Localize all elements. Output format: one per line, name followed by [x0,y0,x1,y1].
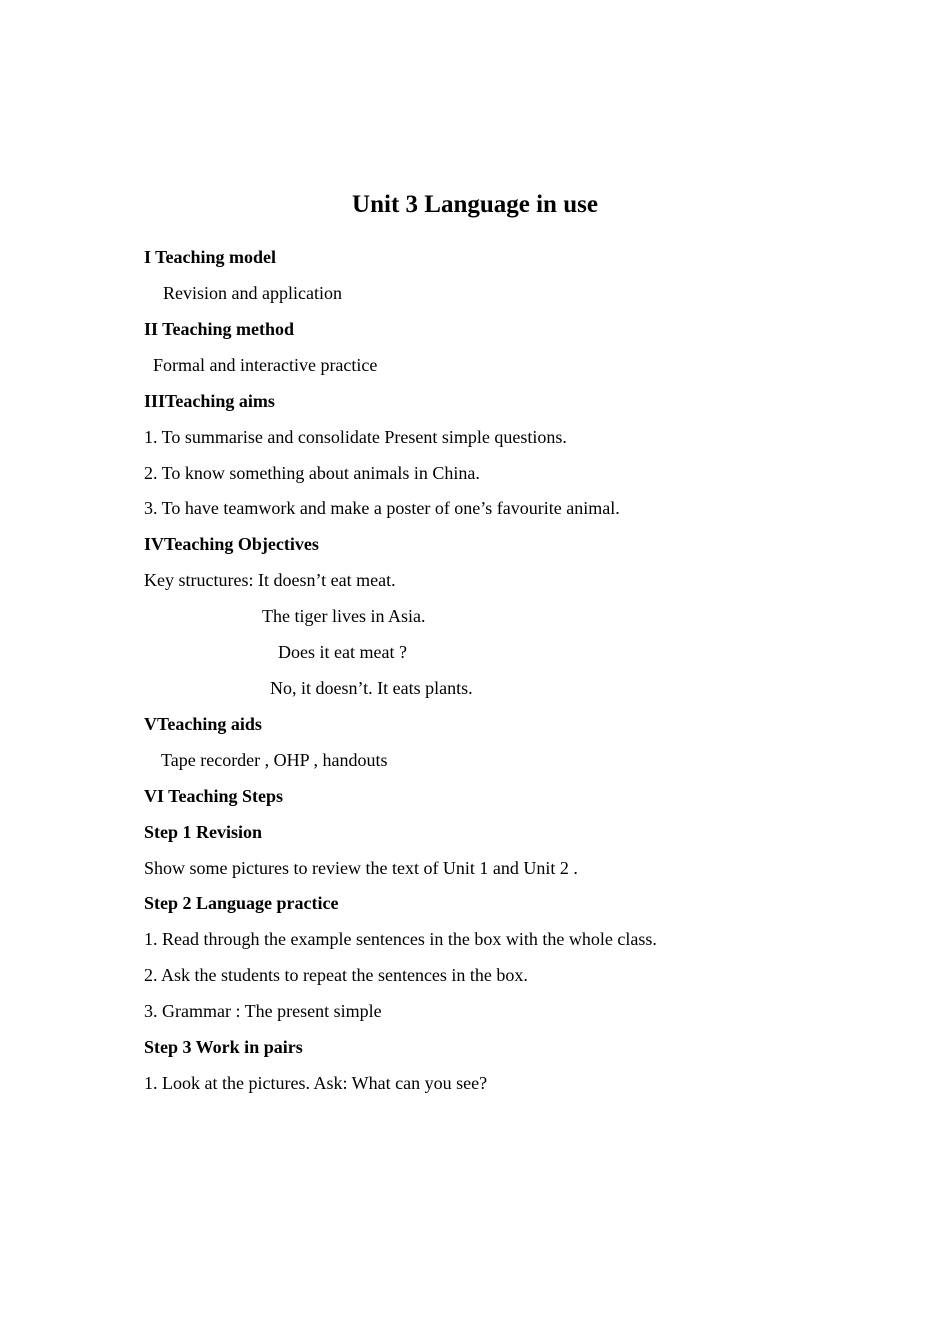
teaching-aids-text: Tape recorder , OHP , handouts [161,750,388,770]
section-heading-teaching-steps: VI Teaching Steps [144,786,284,806]
step-item: 1. Read through the example sentences in the box with the whole class. [144,929,657,949]
teaching-method-text: Formal and interactive practice [153,355,378,375]
key-structures-line: Key structures: It doesn’t eat meat. [144,570,396,590]
step-item: 3. Grammar : The present simple [144,1001,382,1021]
step-heading-language-practice: Step 2 Language practice [144,893,339,913]
section-heading-teaching-objectives: IVTeaching Objectives [144,534,319,554]
section-heading-teaching-aims: IIITeaching aims [144,391,275,411]
section-heading-teaching-model: I Teaching model [144,247,277,267]
teaching-model-text: Revision and application [163,283,342,303]
step-text: Show some pictures to review the text of Unit 1 and Unit 2 . [144,858,578,878]
example-sentence: Does it eat meat ? [278,642,407,662]
aim-item: 2. To know something about animals in China. [144,463,480,483]
step-heading-work-in-pairs: Step 3 Work in pairs [144,1037,303,1057]
step-item: 1. Look at the pictures. Ask: What can you see? [144,1073,488,1093]
example-sentence: The tiger lives in Asia. [262,606,426,626]
section-heading-teaching-aids: VTeaching aids [144,714,262,734]
step-item: 2. Ask the students to repeat the sentences in the box. [144,965,528,985]
step-heading-revision: Step 1 Revision [144,822,263,842]
section-heading-teaching-method: II Teaching method [144,319,295,339]
example-sentence: No, it doesn’t. It eats plants. [270,678,473,698]
page-title: Unit 3 Language in use [352,191,598,218]
aim-item: 1. To summarise and consolidate Present simple questions. [144,427,567,447]
aim-item: 3. To have teamwork and make a poster of one’s favourite animal. [144,498,620,518]
